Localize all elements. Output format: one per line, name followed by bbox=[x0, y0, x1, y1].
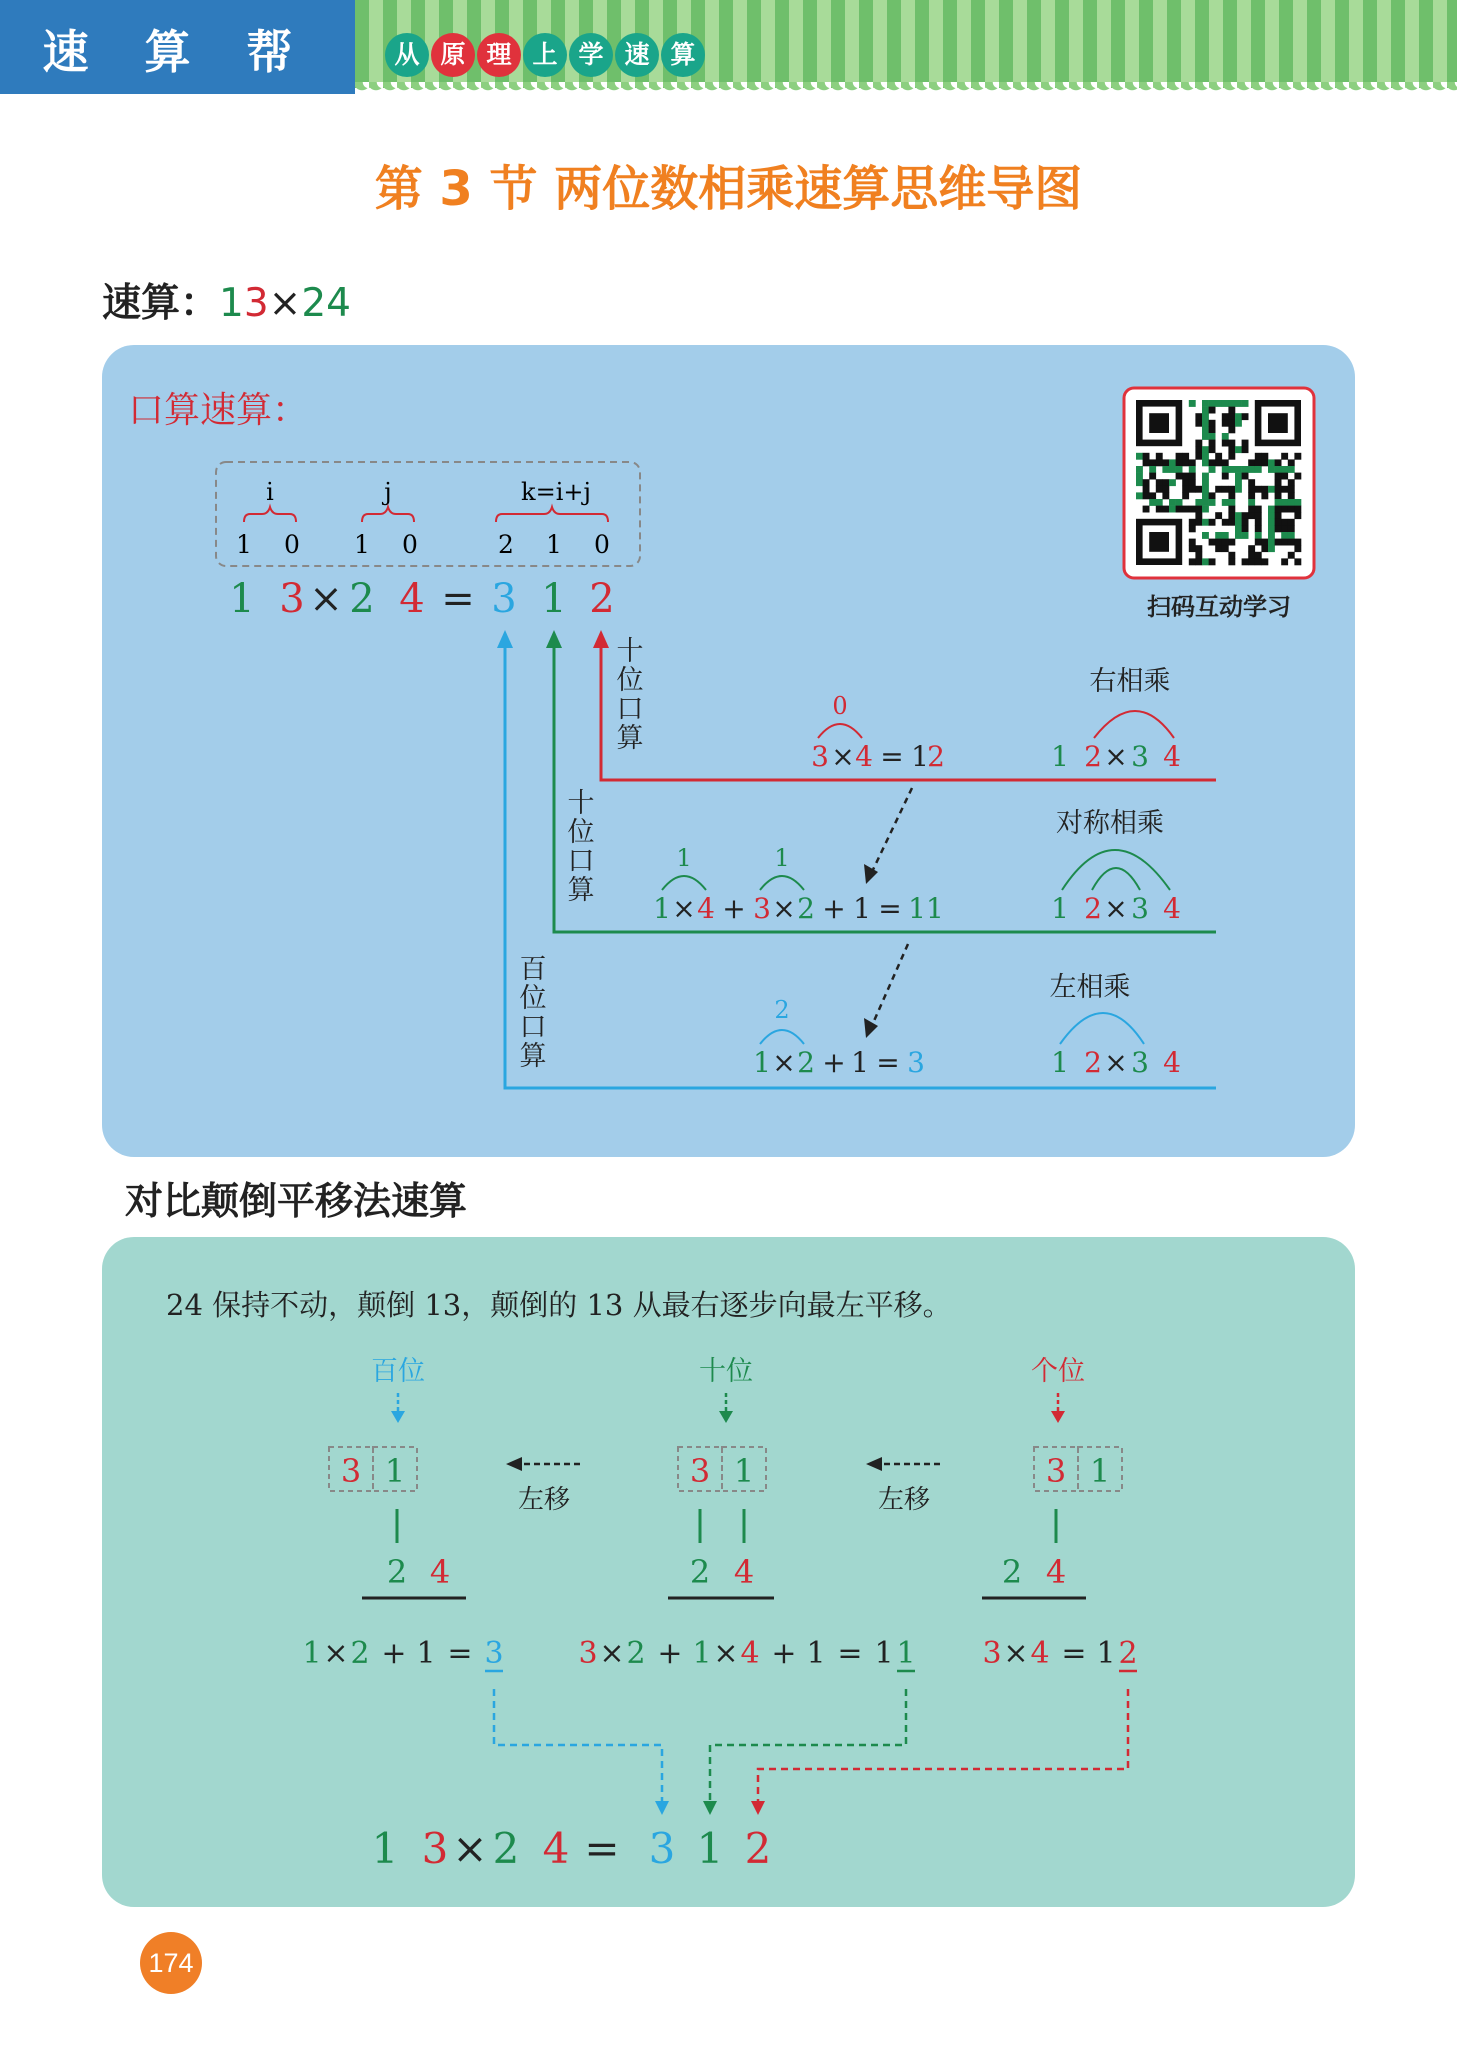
eq-digit: 4 bbox=[542, 1824, 570, 1873]
expr-plus: + bbox=[822, 892, 846, 925]
box-digit: 1 bbox=[384, 1452, 406, 1490]
reversed-number-box bbox=[1034, 1447, 1122, 1491]
formula-digit: 1 bbox=[692, 1636, 712, 1671]
pattern-digit: 1 bbox=[1051, 892, 1069, 925]
final-equation bbox=[372, 1824, 772, 1873]
pair-arc bbox=[760, 1030, 804, 1044]
eq-result-digit: 1 bbox=[541, 576, 567, 622]
carry-digit: 0 bbox=[832, 692, 848, 720]
pattern-digit: 4 bbox=[1163, 740, 1181, 773]
arrow-up-icon bbox=[546, 630, 562, 648]
tagline-char: 学 bbox=[569, 33, 613, 77]
brace-i bbox=[244, 507, 296, 522]
fixed-digit: 2 bbox=[689, 1553, 711, 1591]
tagline-char: 速 bbox=[615, 33, 659, 77]
index-digit: 0 bbox=[284, 530, 300, 559]
reversed-number-box bbox=[329, 1447, 417, 1491]
box-digit: 3 bbox=[689, 1452, 711, 1490]
expr-equals: = bbox=[880, 740, 904, 773]
brace-k bbox=[496, 507, 608, 522]
pair-arc bbox=[760, 876, 804, 890]
index-digit: 1 bbox=[236, 530, 252, 559]
formula-digit: 2 bbox=[350, 1636, 370, 1671]
formula-equals: = bbox=[837, 1636, 863, 1671]
formula-operator: × bbox=[323, 1636, 349, 1671]
method-label: 右相乘 bbox=[1089, 666, 1171, 697]
index-label-j: j bbox=[384, 478, 392, 506]
pattern-operator: × bbox=[1104, 1046, 1128, 1079]
tagline-char: 原 bbox=[431, 33, 475, 77]
index-digit: 1 bbox=[546, 530, 562, 559]
pattern-digit: 3 bbox=[1131, 1046, 1149, 1079]
formula-result: 1 bbox=[874, 1636, 894, 1671]
tagline-char: 从 bbox=[385, 33, 429, 77]
formula-hundreds bbox=[302, 1636, 503, 1671]
pattern-arc-outer bbox=[1062, 850, 1170, 890]
index-digit: 1 bbox=[354, 530, 370, 559]
formula-digit: 1 bbox=[302, 1636, 322, 1671]
pattern-digits bbox=[1051, 892, 1181, 925]
expr-plus: + bbox=[722, 892, 746, 925]
question-prefix: 速算： bbox=[102, 281, 220, 326]
formula-tens bbox=[578, 1636, 915, 1671]
formula-operator: × bbox=[1003, 1636, 1029, 1671]
fixed-digit: 4 bbox=[429, 1553, 451, 1591]
formula-digit: 2 bbox=[626, 1636, 646, 1671]
tagline-char: 算 bbox=[661, 33, 705, 77]
arrow-up-icon bbox=[593, 630, 609, 648]
formula-equals: = bbox=[1061, 1636, 1087, 1671]
eq-digit: 3 bbox=[421, 1824, 449, 1873]
formula-result: 2 bbox=[1118, 1636, 1138, 1671]
arrow-down-icon bbox=[719, 1411, 733, 1423]
pattern-digit: 2 bbox=[1084, 892, 1102, 925]
expr-operator: × bbox=[831, 740, 855, 773]
carry-digit: 2 bbox=[774, 996, 790, 1024]
eq-digit: 4 bbox=[399, 576, 425, 622]
question-digit: 1 bbox=[219, 281, 244, 326]
eq-digit: 3 bbox=[279, 576, 305, 622]
box-digit: 1 bbox=[1089, 1452, 1111, 1490]
pattern-digit: 4 bbox=[1163, 1046, 1181, 1079]
formula-digit: 3 bbox=[982, 1636, 1002, 1671]
formula-operator: × bbox=[599, 1636, 625, 1671]
index-digit: 0 bbox=[402, 530, 418, 559]
pattern-digit: 2 bbox=[1084, 1046, 1102, 1079]
arrow-down-icon bbox=[864, 864, 878, 884]
expr-plus: + bbox=[822, 1046, 846, 1079]
carry-arrow bbox=[870, 944, 908, 1030]
formula-result: 1 bbox=[1096, 1636, 1116, 1671]
expr-digit: 1 bbox=[851, 1046, 869, 1079]
arrow-down-icon bbox=[655, 1801, 669, 1815]
fixed-digit: 2 bbox=[1001, 1553, 1023, 1591]
formula-digit: 4 bbox=[1030, 1636, 1050, 1671]
connector-tens bbox=[710, 1689, 906, 1803]
eq-equals: = bbox=[441, 576, 475, 622]
expr-result: 3 bbox=[907, 1046, 925, 1079]
expr-digit: 2 bbox=[797, 1046, 815, 1079]
formula-operator: × bbox=[713, 1636, 739, 1671]
formula-plus: + bbox=[771, 1636, 797, 1671]
expr-digit: 3 bbox=[811, 740, 829, 773]
eq-result-digit: 1 bbox=[696, 1824, 724, 1873]
arrow-down-icon bbox=[391, 1411, 405, 1423]
formula-plus: + bbox=[381, 1636, 407, 1671]
position-label: 十位 bbox=[699, 1356, 753, 1387]
pair-arc bbox=[818, 724, 862, 738]
expr-digit: 4 bbox=[855, 740, 873, 773]
method-label: 对称相乘 bbox=[1056, 808, 1164, 839]
arrow-down-icon bbox=[751, 1801, 765, 1815]
expr-digit: 4 bbox=[697, 892, 715, 925]
eq-result-digit: 2 bbox=[589, 576, 615, 622]
row-side-label: 百位口算 bbox=[519, 954, 547, 1072]
pattern-digit: 2 bbox=[1084, 740, 1102, 773]
pattern-operator: × bbox=[1104, 892, 1128, 925]
index-digit: 0 bbox=[594, 530, 610, 559]
eq-operator: × bbox=[452, 1824, 488, 1873]
tagline-char: 上 bbox=[523, 33, 567, 77]
eq-operator: × bbox=[309, 576, 343, 622]
pattern-digit: 1 bbox=[1051, 740, 1069, 773]
expr-result: 2 bbox=[927, 740, 945, 773]
panel-heading: 口算速算： bbox=[128, 390, 309, 431]
expr-digit: 1 bbox=[653, 892, 671, 925]
page-number: 174 bbox=[140, 1932, 202, 1994]
tagline-char: 理 bbox=[477, 33, 521, 77]
expr-result: 11 bbox=[908, 892, 944, 925]
pattern-operator: × bbox=[1104, 740, 1128, 773]
expr-equals: = bbox=[876, 1046, 900, 1079]
eq-result-digit: 2 bbox=[744, 1824, 772, 1873]
reversed-number-box bbox=[678, 1447, 766, 1491]
eq-digit: 1 bbox=[229, 576, 255, 622]
eq-result-digit: 3 bbox=[648, 1824, 676, 1873]
arrow-left-icon bbox=[866, 1457, 882, 1471]
eq-digit: 2 bbox=[492, 1824, 520, 1873]
arrow-down-icon bbox=[703, 1801, 717, 1815]
formula-digit: 3 bbox=[578, 1636, 598, 1671]
expr-digit: 1 bbox=[853, 892, 871, 925]
qr-caption: 扫码互动学习 bbox=[1147, 593, 1291, 621]
expr-digit: 2 bbox=[797, 892, 815, 925]
box-digit: 1 bbox=[733, 1452, 755, 1490]
branch-line-hundreds bbox=[505, 638, 1216, 1088]
formula-equals: = bbox=[447, 1636, 473, 1671]
box-digit: 3 bbox=[1045, 1452, 1067, 1490]
shift-label: 左移 bbox=[517, 1485, 571, 1515]
intro-text: 24 保持不动，颠倒 13，颠倒的 13 从最右逐步向最左平移。 bbox=[166, 1288, 952, 1322]
arrow-down-icon bbox=[1051, 1411, 1065, 1423]
expr-operator: × bbox=[772, 1046, 796, 1079]
formula-digit: 1 bbox=[416, 1636, 436, 1671]
eq-equals: = bbox=[584, 1824, 620, 1873]
row-side-label: 十位口算 bbox=[567, 788, 595, 906]
pattern-digit: 3 bbox=[1131, 892, 1149, 925]
fixed-digit: 4 bbox=[1045, 1553, 1067, 1591]
eq-result-digit: 3 bbox=[491, 576, 517, 622]
pattern-digit: 1 bbox=[1051, 1046, 1069, 1079]
question-operator: × bbox=[268, 281, 302, 326]
formula-ones bbox=[982, 1636, 1137, 1671]
position-label: 个位 bbox=[1031, 1356, 1085, 1387]
formula-plus: + bbox=[657, 1636, 683, 1671]
pattern-digit: 4 bbox=[1163, 892, 1181, 925]
pattern-arc-inner bbox=[1092, 868, 1140, 890]
arrow-left-icon bbox=[506, 1457, 522, 1471]
carry-digit: 1 bbox=[676, 844, 692, 872]
main-equation bbox=[229, 576, 614, 622]
position-label: 百位 bbox=[371, 1356, 425, 1387]
formula-digit: 1 bbox=[806, 1636, 826, 1671]
eq-digit: 2 bbox=[349, 576, 375, 622]
fixed-digit: 4 bbox=[733, 1553, 755, 1591]
index-digit: 2 bbox=[498, 530, 514, 559]
carry-digit: 1 bbox=[774, 844, 790, 872]
row-side-label: 十位口算 bbox=[616, 636, 644, 754]
fixed-digit: 2 bbox=[386, 1553, 408, 1591]
question-digit: 3 bbox=[243, 281, 269, 326]
expr-result: 1 bbox=[911, 740, 929, 773]
section-title: 第 3 节 两位数相乘速算思维导图 bbox=[374, 161, 1083, 217]
pattern-digit: 3 bbox=[1131, 740, 1149, 773]
brand-title: 速 算 帮 bbox=[42, 25, 313, 79]
comparison-section-title: 对比颠倒平移法速算 bbox=[125, 1179, 468, 1223]
expr-digit: 3 bbox=[753, 892, 771, 925]
eq-digit: 1 bbox=[371, 1824, 399, 1873]
question-multiplier: 24 bbox=[301, 281, 351, 326]
formula-digit: 4 bbox=[740, 1636, 760, 1671]
index-label-k: k=i+j bbox=[521, 478, 591, 506]
box-digit: 3 bbox=[340, 1452, 362, 1490]
connector-hundreds bbox=[494, 1689, 662, 1803]
expr-operator: × bbox=[672, 892, 696, 925]
pair-arc bbox=[662, 876, 706, 890]
expr-digit: 1 bbox=[753, 1046, 771, 1079]
formula-result: 3 bbox=[484, 1636, 504, 1671]
reverse-shift-diagram bbox=[0, 1237, 1457, 1907]
expr-equals: = bbox=[878, 892, 902, 925]
pattern-digits bbox=[1051, 740, 1181, 773]
method-label: 左相乘 bbox=[1049, 972, 1131, 1003]
index-label-i: i bbox=[266, 478, 274, 506]
pattern-digits bbox=[1051, 1046, 1181, 1079]
arrow-down-icon bbox=[864, 1018, 878, 1038]
formula-result: 1 bbox=[896, 1636, 916, 1671]
pattern-arc bbox=[1060, 1013, 1144, 1044]
arrow-up-icon bbox=[497, 630, 513, 648]
pattern-arc bbox=[1094, 711, 1174, 738]
carry-arrow bbox=[870, 788, 912, 876]
shift-label: 左移 bbox=[877, 1485, 931, 1515]
brace-j bbox=[362, 507, 414, 522]
expr-operator: × bbox=[772, 892, 796, 925]
